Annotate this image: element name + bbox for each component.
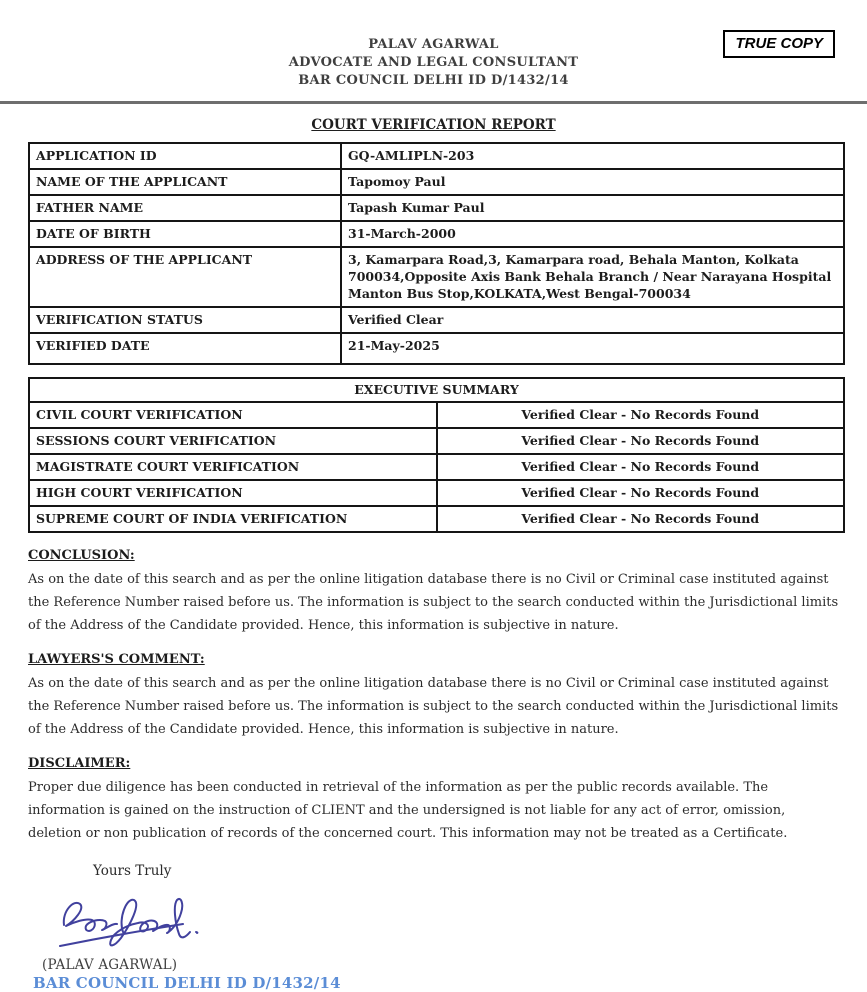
row-label: HIGH COURT VERIFICATION: [29, 480, 437, 506]
row-value: Verified Clear - No Records Found: [437, 506, 845, 532]
row-value: 21-May-2025: [341, 333, 844, 364]
row-label: CIVIL COURT VERIFICATION: [29, 402, 437, 428]
table-row: [29, 454, 844, 480]
row-label: DATE OF BIRTH: [29, 221, 341, 247]
row-value: Verified Clear - No Records Found: [437, 428, 845, 454]
header-divider: [0, 101, 867, 104]
row-value: GQ-AMLIPLN-203: [341, 143, 844, 169]
table-row: [29, 307, 844, 333]
bar-council-id: BAR COUNCIL DELHI ID D/1432/14: [298, 73, 569, 88]
table-row: [29, 221, 844, 247]
signer-name: (PALAV AGARWAL): [42, 957, 178, 973]
table-row: [29, 247, 844, 307]
advocate-name: PALAV AGARWAL: [368, 37, 499, 52]
row-label: MAGISTRATE COURT VERIFICATION: [29, 454, 437, 480]
row-value: Verified Clear - No Records Found: [437, 480, 845, 506]
table-row: [29, 169, 844, 195]
lawyers-comment-text: As on the date of this search and as per the online litigation database there is no Civil or Criminal case instituted against the Reference Number raised before us. The information is subject to the search conducted within the Jurisdictional limits of the Address of the Candidate provided. Hence, this information is subjective in nature.: [28, 676, 839, 737]
table-row: [29, 402, 844, 428]
advocate-designation: ADVOCATE AND LEGAL CONSULTANT: [288, 55, 579, 70]
page-title: COURT VERIFICATION REPORT: [311, 117, 556, 133]
row-value: Tapomoy Paul: [341, 169, 844, 195]
row-label: ADDRESS OF THE APPLICANT: [29, 247, 341, 307]
conclusion-text: As on the date of this search and as per the online litigation database there is no Civil or Criminal case instituted against the Reference Number raised before us. The information is subject to the search conducted within the Jurisdictional limits of the Address of the Candidate provided. Hence, this information is subjective in nature.: [28, 572, 839, 633]
summary-header-row: [29, 378, 844, 402]
row-value: Verified Clear - No Records Found: [437, 402, 845, 428]
table-row: [29, 195, 844, 221]
signer-bar-council-id: BAR COUNCIL DELHI ID D/1432/14: [33, 974, 341, 992]
table-row: [29, 480, 844, 506]
signature-image: [50, 885, 845, 957]
row-label: SUPREME COURT OF INDIA VERIFICATION: [29, 506, 437, 532]
table-row: [29, 428, 844, 454]
disclaimer-section: [28, 756, 845, 845]
salutation: Yours Truly: [93, 863, 172, 879]
table-row: [29, 506, 844, 532]
lawyers-comment-section: [28, 652, 845, 741]
row-label: NAME OF THE APPLICANT: [29, 169, 341, 195]
row-label: VERIFICATION STATUS: [29, 307, 341, 333]
conclusion-heading: CONCLUSION:: [28, 548, 135, 563]
executive-summary-table: [28, 377, 845, 533]
conclusion-section: [28, 548, 845, 637]
handwritten-signature-icon: [50, 885, 235, 957]
row-value: Verified Clear - No Records Found: [437, 454, 845, 480]
row-label: VERIFIED DATE: [29, 333, 341, 364]
applicant-details-table: [28, 142, 845, 365]
summary-header: EXECUTIVE SUMMARY: [29, 378, 844, 402]
disclaimer-heading: DISCLAIMER:: [28, 756, 131, 771]
row-value: Tapash Kumar Paul: [341, 195, 844, 221]
lawyers-comment-heading: LAWYERS'S COMMENT:: [28, 652, 205, 667]
row-label: FATHER NAME: [29, 195, 341, 221]
row-label: SESSIONS COURT VERIFICATION: [29, 428, 437, 454]
row-value: Verified Clear: [341, 307, 844, 333]
table-row: [29, 143, 844, 169]
table-row: [29, 333, 844, 364]
row-value: 3, Kamarpara Road,3, Kamarpara road, Behala Manton, Kolkata 700034,Opposite Axis Bank Behala Branch / Near Narayana Hospital Manton Bus Stop,KOLKATA,West Bengal-700034: [341, 247, 844, 307]
row-label: APPLICATION ID: [29, 143, 341, 169]
true-copy-stamp: TRUE COPY: [723, 30, 835, 58]
row-value: 31-March-2000: [341, 221, 844, 247]
report-body: [0, 142, 867, 992]
disclaimer-text: Proper due diligence has been conducted in retrieval of the information as per the public records available. The information is gained on the instruction of CLIENT and the undersigned is not liable for any act of error, omission, deletion or non publication of records of the concerned court. This information may not be treated as a Certificate.: [28, 780, 788, 841]
